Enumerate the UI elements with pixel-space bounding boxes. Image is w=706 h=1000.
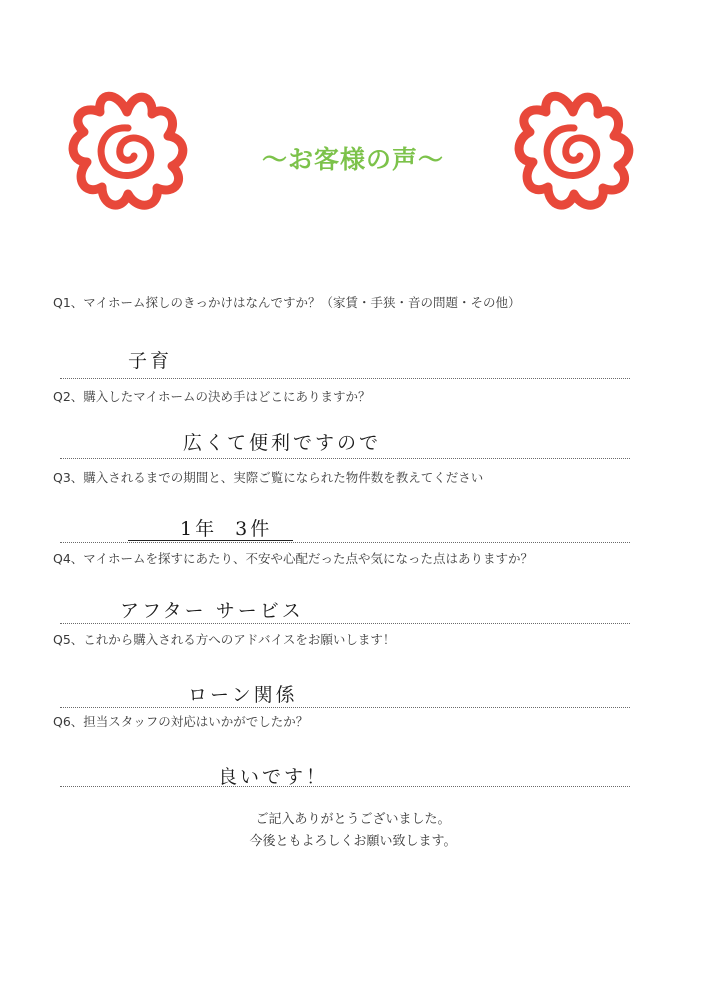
closing-line-1: ご記入ありがとうございました。 [255, 812, 451, 827]
question-4-label: Q4、マイホームを探すにあたり、不安や心配だった点や気になった点はありますか？ [53, 551, 534, 566]
answer-5-line [60, 707, 630, 708]
answer-3-line [60, 542, 630, 543]
answer-2-line [60, 458, 630, 459]
answer-6-handwritten: 良いです！ [218, 766, 329, 788]
answer-6-line [60, 786, 630, 787]
question-2-label: Q2、購入したマイホームの決め手はどこにありますか？ [53, 389, 371, 404]
answer-5-handwritten: ローン関係 [188, 684, 298, 706]
answer-1-line [60, 378, 630, 379]
question-1-label: Q1、マイホーム探しのきっかけはなんですか？（家賃・手狭・音の問題・その他） [53, 295, 521, 310]
answer-2-handwritten: 広くて便利ですので [183, 432, 382, 454]
question-6-label: Q6、担当スタッフの対応はいかがでしたか？ [53, 714, 309, 729]
answer-3-handwritten: 1年 3件 [180, 518, 273, 540]
closing-line-2: 今後ともよろしくお願い致します。 [249, 834, 457, 849]
answer-4-handwritten: アフター サービス [120, 600, 304, 622]
answer-3-underline [128, 540, 293, 541]
answer-1-handwritten: 子育 [128, 350, 173, 372]
page-title: ～お客様の声～ [261, 145, 444, 174]
answer-4-line [60, 623, 630, 624]
question-3-label: Q3、購入されるまでの期間と、実際ご覧になられた物件数を教えてください [53, 470, 484, 485]
question-5-label: Q5、これから購入される方へのアドバイスをお願いします！ [53, 632, 396, 647]
